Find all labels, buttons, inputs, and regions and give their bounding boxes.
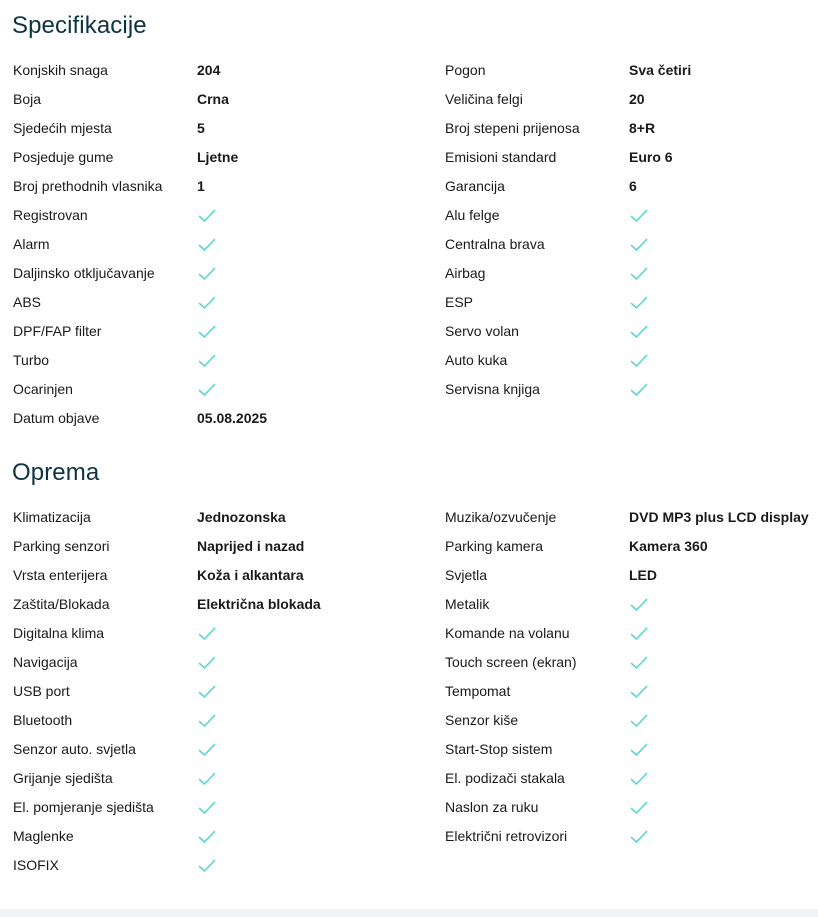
spec-label: Pogon — [445, 62, 486, 78]
spec-label: Vrsta enterijera — [13, 567, 108, 583]
spec-label: USB port — [13, 683, 70, 699]
spec-value: 1 — [197, 178, 205, 194]
check-icon — [630, 743, 648, 757]
spec-label: ESP — [445, 294, 474, 310]
check-icon — [630, 383, 648, 397]
spec-label: Naslon za ruku — [445, 799, 539, 815]
spec-label: Emisioni standard — [445, 149, 557, 165]
check-icon — [198, 296, 216, 310]
spec-label: Metalik — [445, 596, 490, 612]
spec-label: Centralna brava — [445, 236, 545, 252]
spec-label: Digitalna klima — [13, 625, 105, 641]
spec-label: Svjetla — [445, 567, 488, 583]
check-icon — [630, 685, 648, 699]
spec-value: LED — [629, 567, 657, 583]
spec-label: El. podizači stakala — [445, 770, 565, 786]
check-icon — [630, 267, 648, 281]
spec-label: Bluetooth — [13, 712, 73, 728]
check-icon — [630, 598, 648, 612]
check-icon — [630, 325, 648, 339]
check-icon — [630, 296, 648, 310]
section-title-oprema: Oprema — [12, 459, 100, 486]
spec-value: Koža i alkantara — [197, 567, 304, 583]
spec-label: Komande na volanu — [445, 625, 570, 641]
spec-value: DVD MP3 plus LCD display — [629, 509, 809, 525]
spec-value: 20 — [629, 91, 645, 107]
spec-label: Senzor kiše — [445, 712, 519, 728]
spec-value: Crna — [197, 91, 229, 107]
spec-label: Servo volan — [445, 323, 519, 339]
spec-label: Airbag — [445, 265, 486, 281]
spec-label: ISOFIX — [13, 857, 59, 873]
spec-value: Električna blokada — [197, 596, 321, 612]
spec-label: Muzika/ozvučenje — [445, 509, 557, 525]
spec-label: Turbo — [13, 352, 50, 368]
check-icon — [630, 238, 648, 252]
spec-label: Senzor auto. svjetla — [13, 741, 136, 757]
check-icon — [630, 627, 648, 641]
check-icon — [198, 267, 216, 281]
spec-label: Garancija — [445, 178, 505, 194]
spec-label: Alarm — [13, 236, 50, 252]
spec-label: Touch screen (ekran) — [445, 654, 577, 670]
check-icon — [198, 627, 216, 641]
check-icon — [198, 209, 216, 223]
check-icon — [198, 325, 216, 339]
check-icon — [630, 714, 648, 728]
check-icon — [630, 656, 648, 670]
spec-label: Tempomat — [445, 683, 511, 699]
check-icon — [198, 714, 216, 728]
spec-value: Jednozonska — [197, 509, 286, 525]
spec-label: Start-Stop sistem — [445, 741, 553, 757]
spec-label: DPF/FAP filter — [13, 323, 102, 339]
spec-label: Električni retrovizori — [445, 828, 568, 844]
check-icon — [630, 772, 648, 786]
check-icon — [198, 772, 216, 786]
check-icon — [198, 238, 216, 252]
spec-label: Zaštita/Blokada — [13, 596, 110, 612]
spec-value: Kamera 360 — [629, 538, 708, 554]
spec-label: Alu felge — [445, 207, 500, 223]
check-icon — [198, 354, 216, 368]
spec-label: Konjskih snaga — [13, 62, 108, 78]
check-icon — [198, 383, 216, 397]
spec-label: Daljinsko otključavanje — [13, 265, 155, 281]
spec-label: Grijanje sjedišta — [13, 770, 113, 786]
spec-label: Registrovan — [13, 207, 88, 223]
spec-label: Veličina felgi — [445, 91, 523, 107]
spec-label: Auto kuka — [445, 352, 508, 368]
spec-value: 05.08.2025 — [197, 410, 268, 426]
spec-value: Sva četiri — [629, 62, 692, 78]
spec-value: Naprijed i nazad — [197, 538, 305, 554]
footer-strip — [0, 909, 818, 917]
spec-value: 5 — [197, 120, 205, 136]
check-icon — [198, 801, 216, 815]
spec-label: Parking senzori — [13, 538, 110, 554]
spec-value: 8+R — [629, 120, 656, 136]
spec-label: Broj prethodnih vlasnika — [13, 178, 163, 194]
check-icon — [630, 830, 648, 844]
spec-value: Ljetne — [197, 149, 239, 165]
spec-label: Datum objave — [13, 410, 100, 426]
check-icon — [198, 685, 216, 699]
check-icon — [198, 656, 216, 670]
spec-label: Navigacija — [13, 654, 78, 670]
spec-label: Klimatizacija — [13, 509, 91, 525]
check-icon — [198, 859, 216, 873]
check-icon — [198, 743, 216, 757]
spec-value: Euro 6 — [629, 149, 673, 165]
check-icon — [198, 830, 216, 844]
check-icon — [630, 354, 648, 368]
spec-label: Ocarinjen — [13, 381, 73, 397]
spec-label: El. pomjeranje sjedišta — [13, 799, 154, 815]
spec-label: Maglenke — [13, 828, 74, 844]
spec-label: Boja — [13, 91, 42, 107]
spec-label: Posjeduje gume — [13, 149, 114, 165]
spec-value: 6 — [629, 178, 637, 194]
spec-label: Sjedećih mjesta — [13, 120, 112, 136]
spec-label: Broj stepeni prijenosa — [445, 120, 580, 136]
check-icon — [630, 801, 648, 815]
spec-label: ABS — [13, 294, 42, 310]
spec-label: Parking kamera — [445, 538, 544, 554]
section-title-specifikacije: Specifikacije — [12, 12, 147, 39]
spec-value: 204 — [197, 62, 221, 78]
check-icon — [630, 209, 648, 223]
spec-label: Servisna knjiga — [445, 381, 540, 397]
